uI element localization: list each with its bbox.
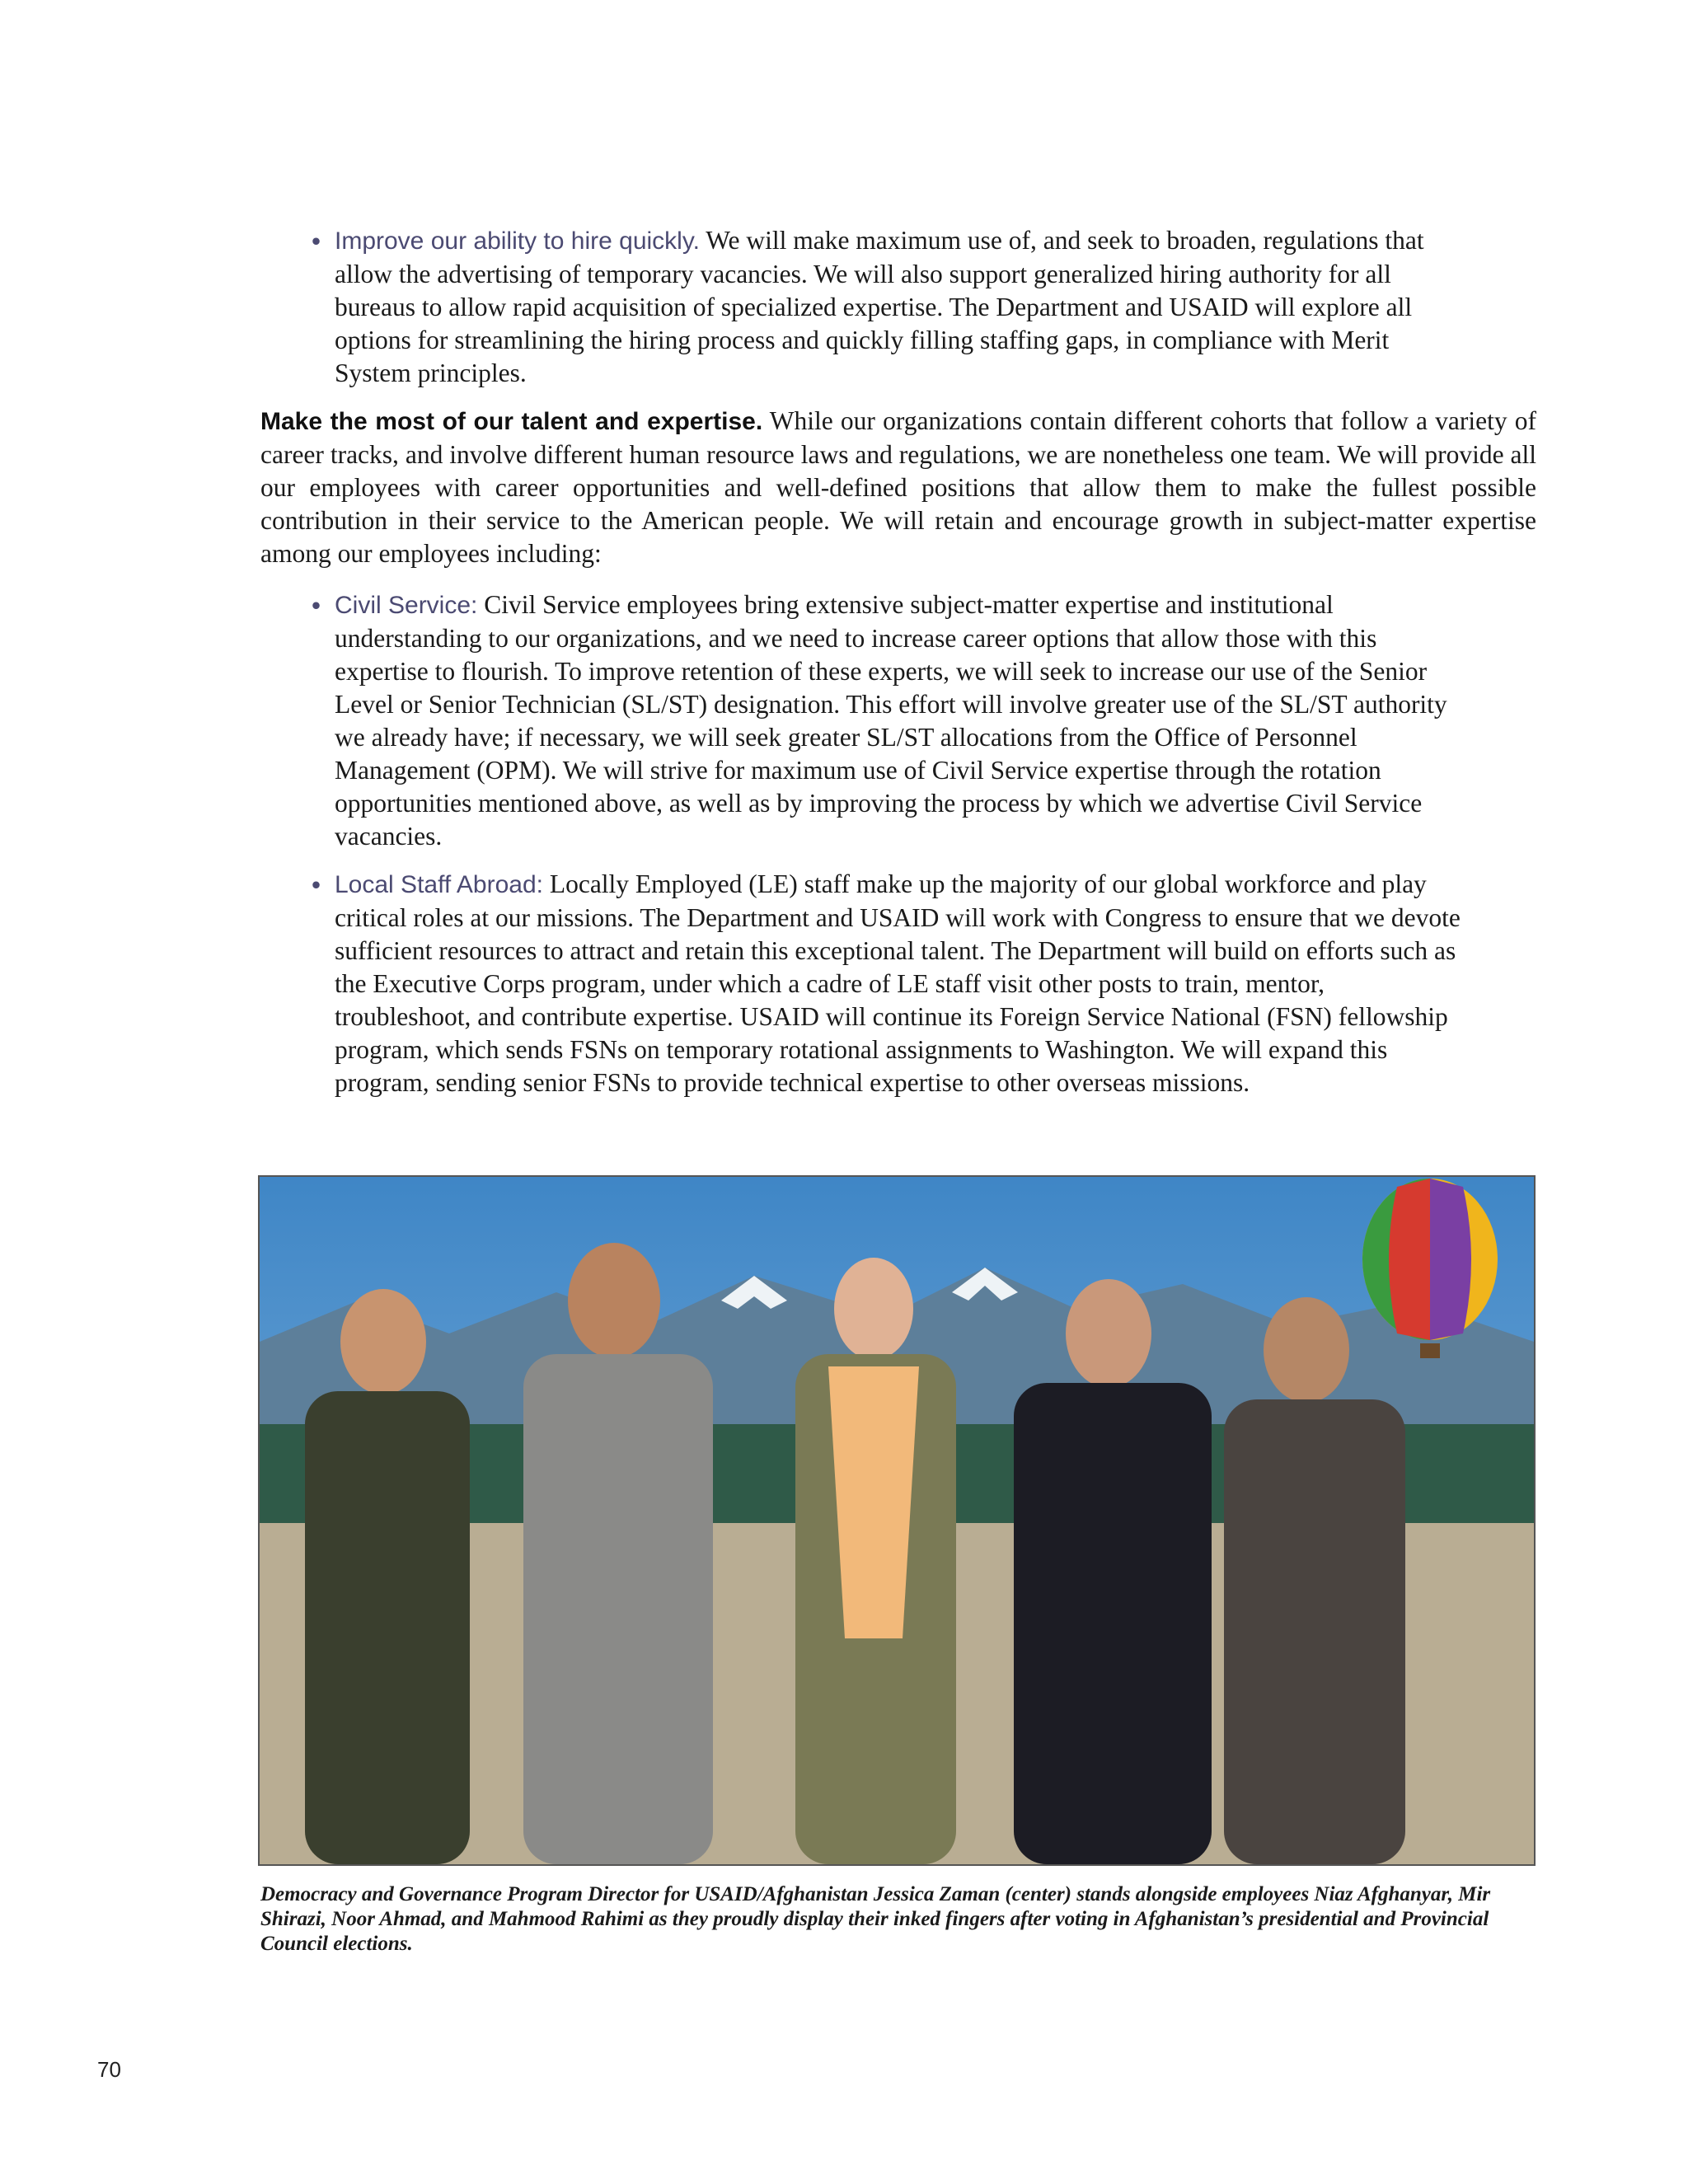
list-item [313,868,1467,1099]
bullet-icon: • [312,869,321,899]
list-item [313,224,1467,390]
bullet-icon: • [312,590,321,620]
group-photo-icon [260,1177,1534,1864]
bullet-list-top [313,224,1467,390]
list-item [313,588,1467,853]
bullet-icon: • [312,226,321,255]
paragraph-lead-in: Make the most of our talent and expertise. [260,408,763,435]
body-paragraph [260,405,1536,570]
page-content [260,224,1536,1114]
bullet-lead-in: Civil Service: [335,592,478,619]
bullet-text: Civil Service employees bring extensive subject-matter expertise and institutional understanding to our organizations, and we need to increase career options that allow those with this expertise to flourish. To improve retention of these experts, we will seek to increase our use of the Senior Level or Senior Technician (SL/ST) designation. This effort will involve greater use of the SL/ST authority we already have; if necessary, we will seek greater SL/ST allocations from the Office of Personnel Management (OPM). We will strive for maximum use of Civil Service expertise through the rotation opportunities mentioned above, as well as by improving the process by which we advertise Civil Service vacancies. [335,590,1447,851]
paragraph-text: While our organizations contain different cohorts that follow a variety of career tracks, and involve different human resource laws and regulations, we are nonetheless one team. We will provide all our employees with career opportunities and well-defined positions that allow them to make the fullest possible contribution in their service to the American people. We will retain and encourage growth in subject-matter expertise among our employees including: [260,406,1537,568]
group-photo [258,1175,1536,1866]
bullet-lead-in: Improve our ability to hire quickly. [335,227,700,255]
page-number: 70 [97,2057,121,2082]
bullet-list-bottom [313,588,1467,1099]
bullet-text: We will make maximum use of, and seek to broaden, regulations that allow the advertising of temporary vacancies. We will also support generalized hiring authority for all bureaus to allow rapid acquisition of specialized expertise. The Department and USAID will explore all options for streamlining the hiring process and quickly filling staffing gaps, in compliance with Merit System principles. [335,226,1424,387]
bullet-lead-in: Local Staff Abroad: [335,871,543,898]
photo-caption: Democracy and Governance Program Director for USAID/Afghanistan Jessica Zaman (center) stands alongside employees Niaz Afghanyar, Mir Shirazi, Noor Ahmad, and Mahmood Rahimi as they proudly display their inked fingers after voting in Afghanistan’s presidential and Provincial Council elections. [260,1883,1491,1955]
bullet-text: Locally Employed (LE) staff make up the majority of our global workforce and play critical roles at our missions. The Department and USAID will work with Congress to ensure that we devote sufficient resources to attract and retain this exceptional talent. The Department will build on efforts such as the Executive Corps program, under which a cadre of LE staff visit other posts to train, mentor, troubleshoot, and contribute expertise. USAID will continue its Foreign Service National (FSN) fellowship program, which sends FSNs on temporary rotational assignments to Washington. We will expand this program, sending senior FSNs to provide technical expertise to other overseas missions. [335,869,1461,1097]
